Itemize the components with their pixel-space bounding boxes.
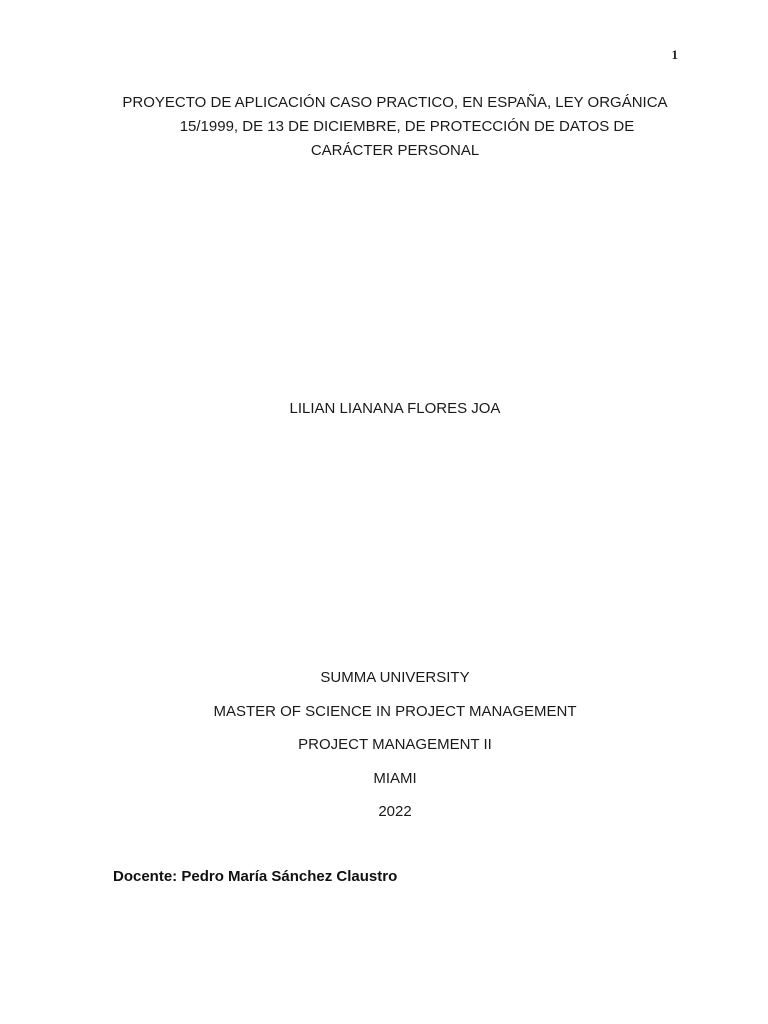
teacher-name: Docente: Pedro María Sánchez Claustro (113, 868, 398, 885)
course-name: PROJECT MANAGEMENT II (298, 736, 492, 753)
title-line-2: 15/1999, DE 13 DE DICIEMBRE, DE PROTECCIÓN DE DATOS DE (179, 118, 635, 135)
year: 2022 (378, 803, 412, 820)
title-line-1: PROYECTO DE APLICACIÓN CASO PRACTICO, EN ESPAÑA, LEY ORGÁNICA (122, 94, 668, 111)
author-name: LILIAN LIANANA FLORES JOA (289, 400, 501, 417)
page-number: 1 (671, 47, 678, 62)
program-name: MASTER OF SCIENCE IN PROJECT MANAGEMENT (213, 702, 577, 720)
institution-block (0, 667, 768, 835)
title-line-3: CARÁCTER PERSONAL (310, 142, 480, 159)
document-title (100, 91, 690, 163)
university-name: SUMMA UNIVERSITY (320, 669, 470, 686)
city-name: MIAMI (373, 769, 417, 787)
